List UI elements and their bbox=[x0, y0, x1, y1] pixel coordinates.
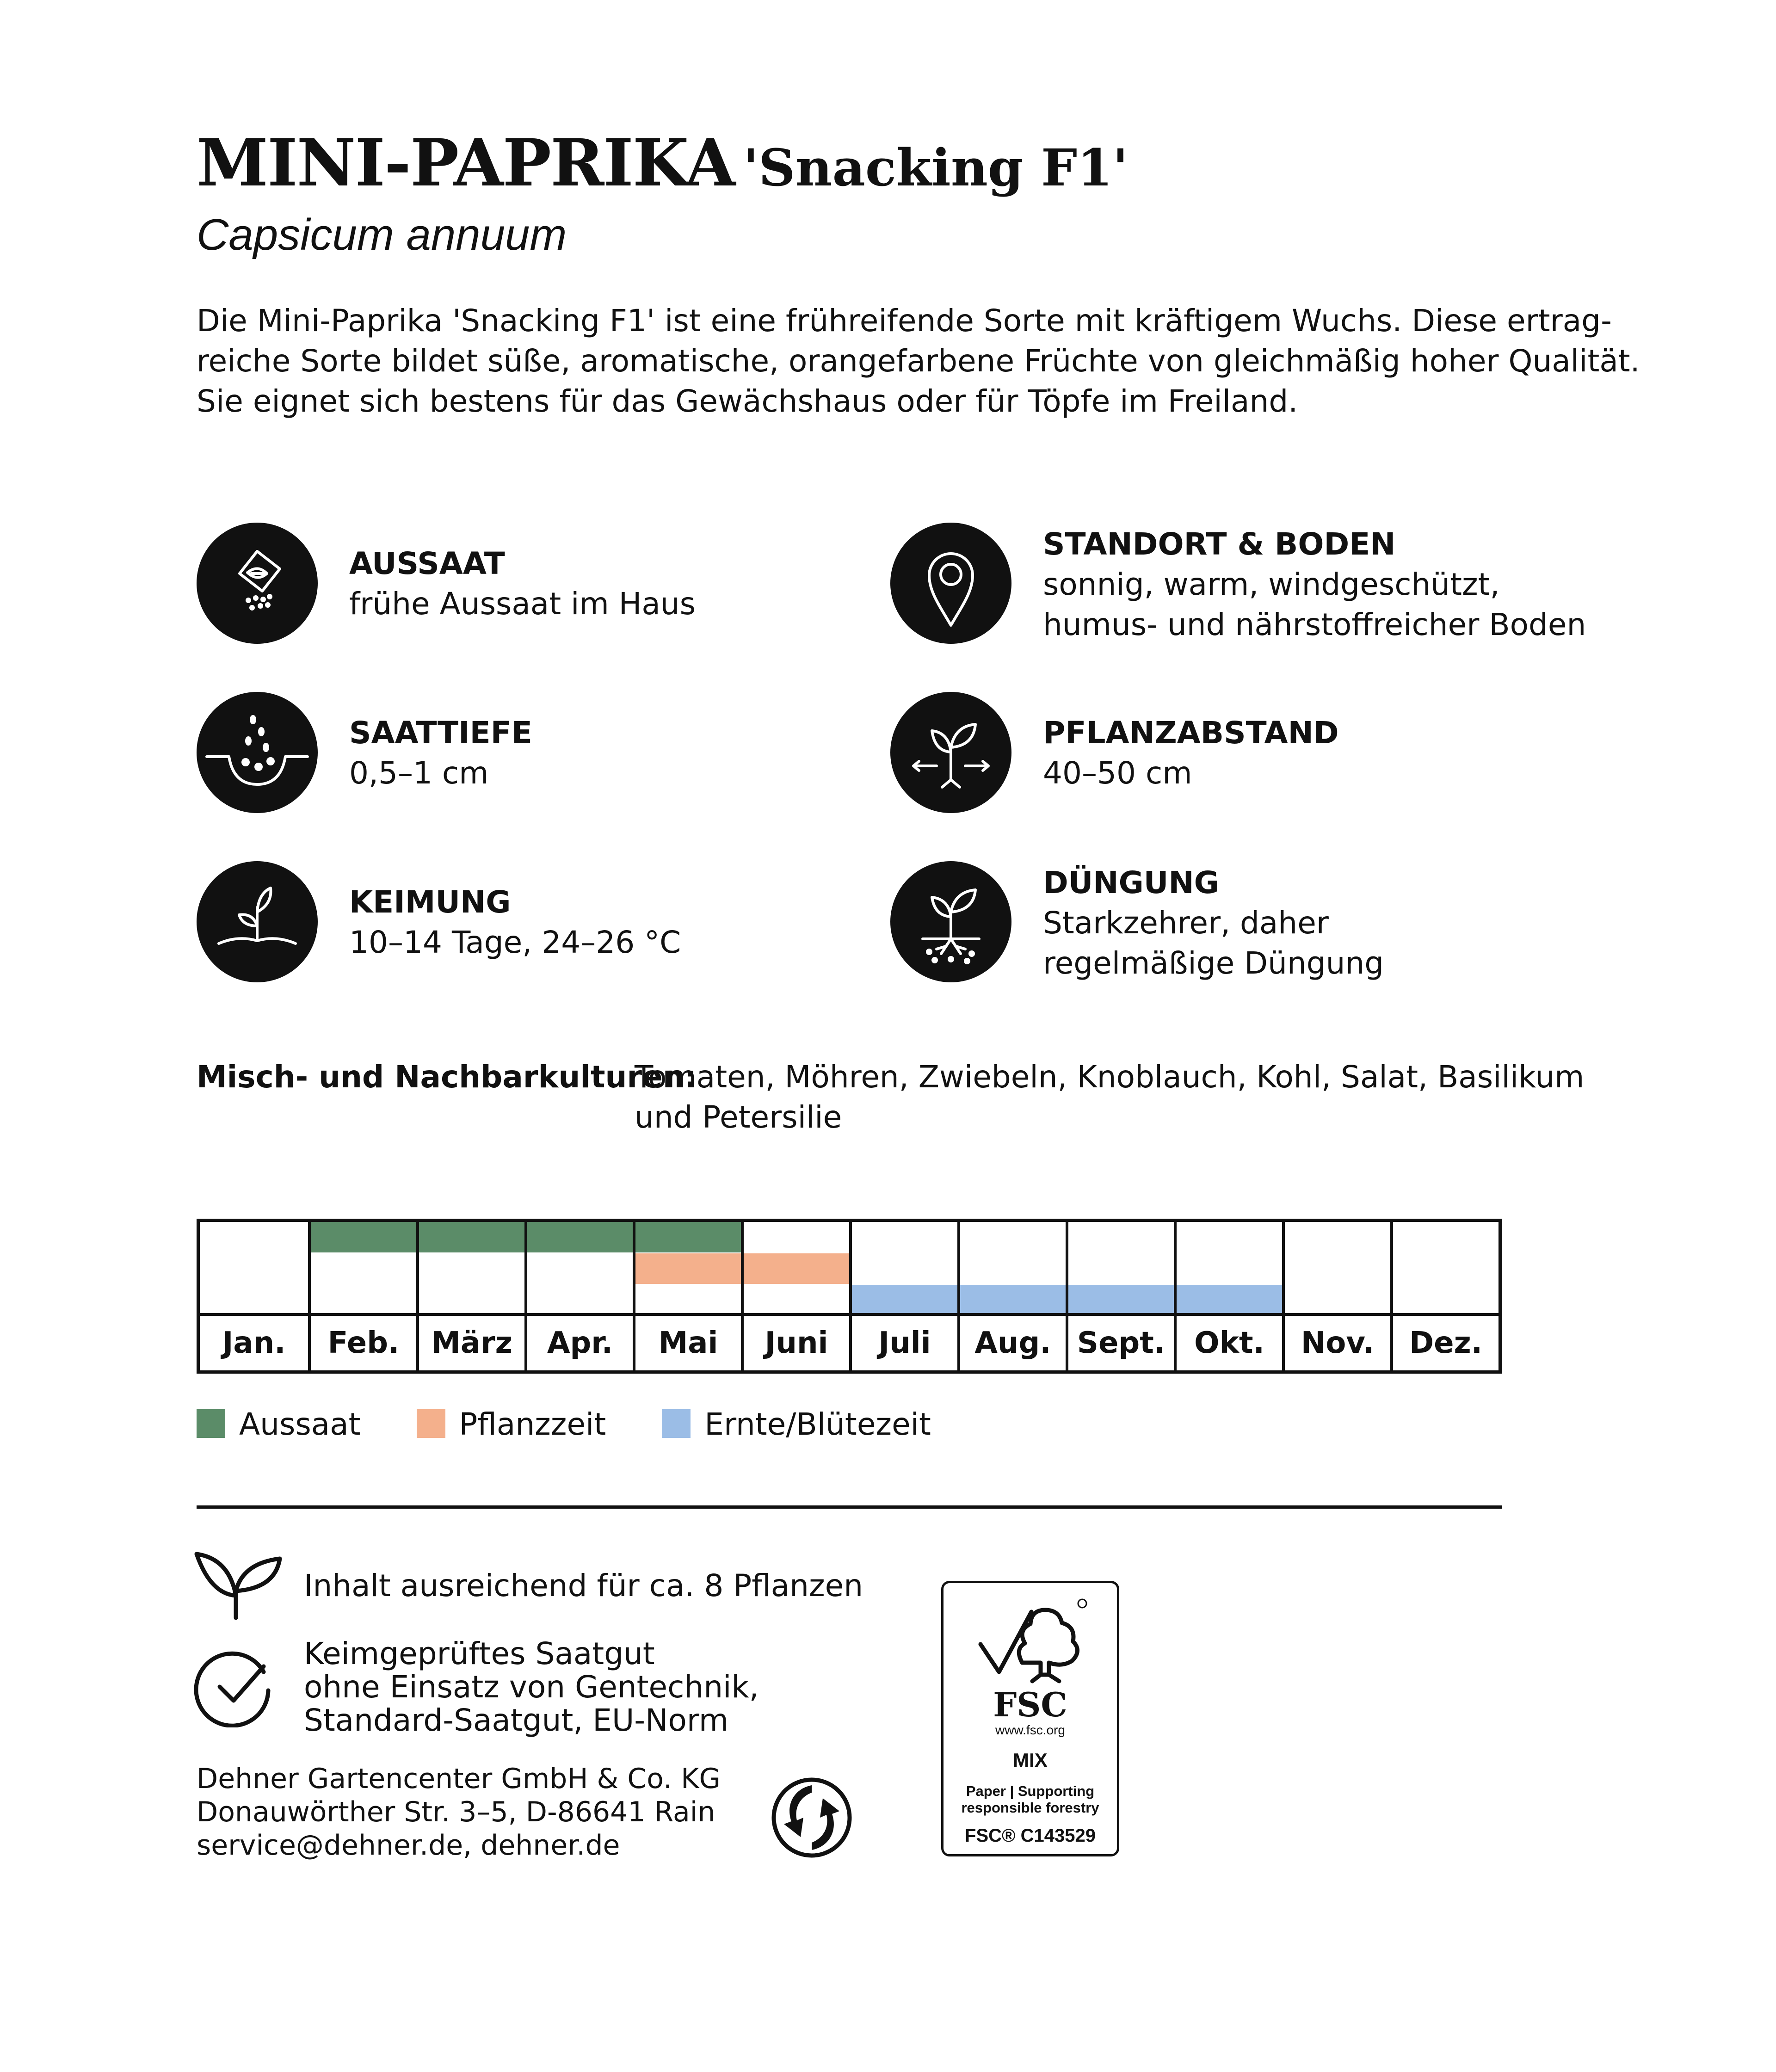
info-title: AUSSAAT bbox=[349, 546, 505, 581]
product-name: MINI-PAPRIKA bbox=[197, 125, 735, 201]
calendar-month bbox=[633, 1222, 741, 1370]
info-title: DÜNGUNG bbox=[1043, 865, 1219, 900]
calendar-month bbox=[524, 1222, 633, 1370]
calendar-bar-pflanzzeit bbox=[635, 1253, 741, 1284]
address-line: Donauwörther Str. 3–5, D-86641 Rain bbox=[197, 1796, 715, 1828]
seed-packet-icon bbox=[197, 523, 318, 644]
info-aussaat bbox=[349, 543, 696, 624]
divider bbox=[197, 1505, 1502, 1509]
calendar-bar-ernte bbox=[960, 1285, 1066, 1315]
calendar-month-label: März bbox=[419, 1313, 524, 1370]
calendar-month-label: Jan. bbox=[200, 1313, 308, 1370]
info-title: SAATTIEFE bbox=[349, 715, 532, 751]
info-text: frühe Aussaat im Haus bbox=[349, 586, 696, 622]
calendar-month-label: Feb. bbox=[311, 1313, 416, 1370]
intro-text bbox=[197, 301, 1640, 421]
fsc-label bbox=[941, 1581, 1119, 1856]
legend-label: Ernte/Blütezeit bbox=[704, 1406, 931, 1442]
fsc-url: www.fsc.org bbox=[995, 1723, 1065, 1737]
info-text: sonnig, warm, windgeschützt, bbox=[1043, 567, 1500, 602]
info-text: humus- und nährstoffreicher Boden bbox=[1043, 607, 1586, 642]
calendar-month-label: Aug. bbox=[960, 1313, 1066, 1370]
calendar-bar-ernte bbox=[852, 1285, 957, 1315]
info-title: KEIMUNG bbox=[349, 884, 511, 920]
sowing-depth-icon bbox=[197, 692, 318, 813]
calendar-bar-ernte bbox=[1177, 1285, 1282, 1315]
quality-line: Keimgeprüftes Saatgut bbox=[304, 1636, 655, 1671]
companion-line: Tomaten, Möhren, Zwiebeln, Knoblauch, Kohl, Salat, Basilikum bbox=[635, 1059, 1585, 1095]
calendar-month-label: Sept. bbox=[1068, 1313, 1174, 1370]
calendar-month bbox=[849, 1222, 957, 1370]
info-duengung bbox=[1043, 863, 1384, 983]
legend-swatch-pflanzzeit bbox=[417, 1409, 445, 1438]
info-standort bbox=[1043, 524, 1586, 645]
checkmark-icon bbox=[194, 1644, 278, 1727]
page-title bbox=[197, 124, 1128, 207]
calendar-month-label: Mai bbox=[635, 1313, 741, 1370]
fertilizer-icon bbox=[890, 861, 1011, 982]
calendar-month bbox=[957, 1222, 1066, 1370]
calendar-month-label: Okt. bbox=[1177, 1313, 1282, 1370]
info-pflanzabstand bbox=[1043, 713, 1339, 793]
calendar-bar-ernte bbox=[1068, 1285, 1174, 1315]
legend-label: Aussaat bbox=[239, 1406, 361, 1442]
address-line: service@dehner.de, dehner.de bbox=[197, 1829, 620, 1862]
legend-swatch-aussaat bbox=[197, 1409, 225, 1438]
plant-spacing-icon bbox=[890, 692, 1011, 813]
fsc-mix: MIX bbox=[1013, 1749, 1048, 1771]
info-text: Starkzehrer, daher bbox=[1043, 905, 1329, 941]
info-keimung bbox=[349, 882, 681, 962]
company-address bbox=[197, 1762, 721, 1862]
fsc-paper-line: Paper | Supporting bbox=[966, 1783, 1095, 1799]
calendar-month-label: Nov. bbox=[1285, 1313, 1390, 1370]
companion-plants bbox=[197, 1057, 697, 1097]
calendar-month bbox=[416, 1222, 524, 1370]
legend-aussaat bbox=[197, 1401, 361, 1448]
intro-line: Sie eignet sich bestens für das Gewächshaus oder für Töpfe im Freiland. bbox=[197, 383, 1298, 419]
sowing-calendar bbox=[197, 1219, 1502, 1374]
calendar-month bbox=[741, 1222, 849, 1370]
variety-name: 'Snacking F1' bbox=[743, 138, 1128, 197]
calendar-month bbox=[1174, 1222, 1282, 1370]
legend-label: Pflanzzeit bbox=[459, 1406, 606, 1442]
fsc-code: FSC® C143529 bbox=[965, 1825, 1096, 1846]
info-text: 0,5–1 cm bbox=[349, 755, 489, 791]
companion-line: und Petersilie bbox=[635, 1099, 842, 1135]
info-title: PFLANZABSTAND bbox=[1043, 715, 1339, 751]
calendar-bar-pflanzzeit bbox=[744, 1253, 849, 1284]
quality-line: ohne Einsatz von Gentechnik, bbox=[304, 1669, 759, 1705]
info-text: 10–14 Tage, 24–26 °C bbox=[349, 925, 681, 960]
calendar-bar-aussaat bbox=[419, 1222, 524, 1252]
calendar-bar-aussaat bbox=[527, 1222, 633, 1252]
fsc-paper-line: responsible forestry bbox=[961, 1800, 1099, 1816]
sprout-icon bbox=[197, 861, 318, 982]
location-pin-icon bbox=[890, 523, 1011, 644]
calendar-month bbox=[1390, 1222, 1498, 1370]
calendar-month bbox=[1066, 1222, 1174, 1370]
intro-line: reiche Sorte bildet süße, aromatische, orangefarbene Früchte von gleichmäßig hoher Qualität. bbox=[197, 343, 1640, 379]
quality-text bbox=[304, 1637, 759, 1737]
calendar-month-label: Apr. bbox=[527, 1313, 633, 1370]
intro-line: Die Mini-Paprika 'Snacking F1' ist eine frühreifende Sorte mit kräftigem Wuchs. Diese ertrag- bbox=[197, 303, 1612, 339]
fsc-logo-text: FSC bbox=[993, 1685, 1067, 1724]
calendar-bar-aussaat bbox=[635, 1222, 741, 1252]
content-amount: Inhalt ausreichend für ca. 8 Pflanzen bbox=[304, 1568, 863, 1603]
calendar-month bbox=[308, 1222, 416, 1370]
companion-label: Misch- und Nachbarkulturen: bbox=[197, 1059, 697, 1095]
legend-pflanzzeit bbox=[417, 1401, 606, 1448]
info-saattiefe bbox=[349, 713, 532, 793]
calendar-bar-aussaat bbox=[311, 1222, 416, 1252]
legend-swatch-ernte bbox=[662, 1409, 691, 1438]
info-text: regelmäßige Düngung bbox=[1043, 945, 1384, 981]
address-line: Dehner Gartencenter GmbH & Co. KG bbox=[197, 1763, 721, 1795]
recycling-icon bbox=[770, 1776, 853, 1859]
latin-name: Capsicum annuum bbox=[197, 210, 567, 259]
legend-ernte bbox=[662, 1401, 931, 1448]
calendar-month bbox=[1282, 1222, 1390, 1370]
fsc-tree-icon bbox=[971, 1593, 1092, 1690]
calendar-month-label: Dez. bbox=[1393, 1313, 1498, 1370]
calendar-legend bbox=[197, 1401, 977, 1448]
calendar-month-label: Juli bbox=[852, 1313, 957, 1370]
quality-line: Standard-Saatgut, EU-Norm bbox=[304, 1702, 729, 1738]
calendar-month-label: Juni bbox=[744, 1313, 849, 1370]
calendar-month bbox=[200, 1222, 308, 1370]
leaves-icon bbox=[187, 1540, 289, 1628]
info-text: 40–50 cm bbox=[1043, 755, 1192, 791]
info-title: STANDORT & BODEN bbox=[1043, 526, 1396, 562]
